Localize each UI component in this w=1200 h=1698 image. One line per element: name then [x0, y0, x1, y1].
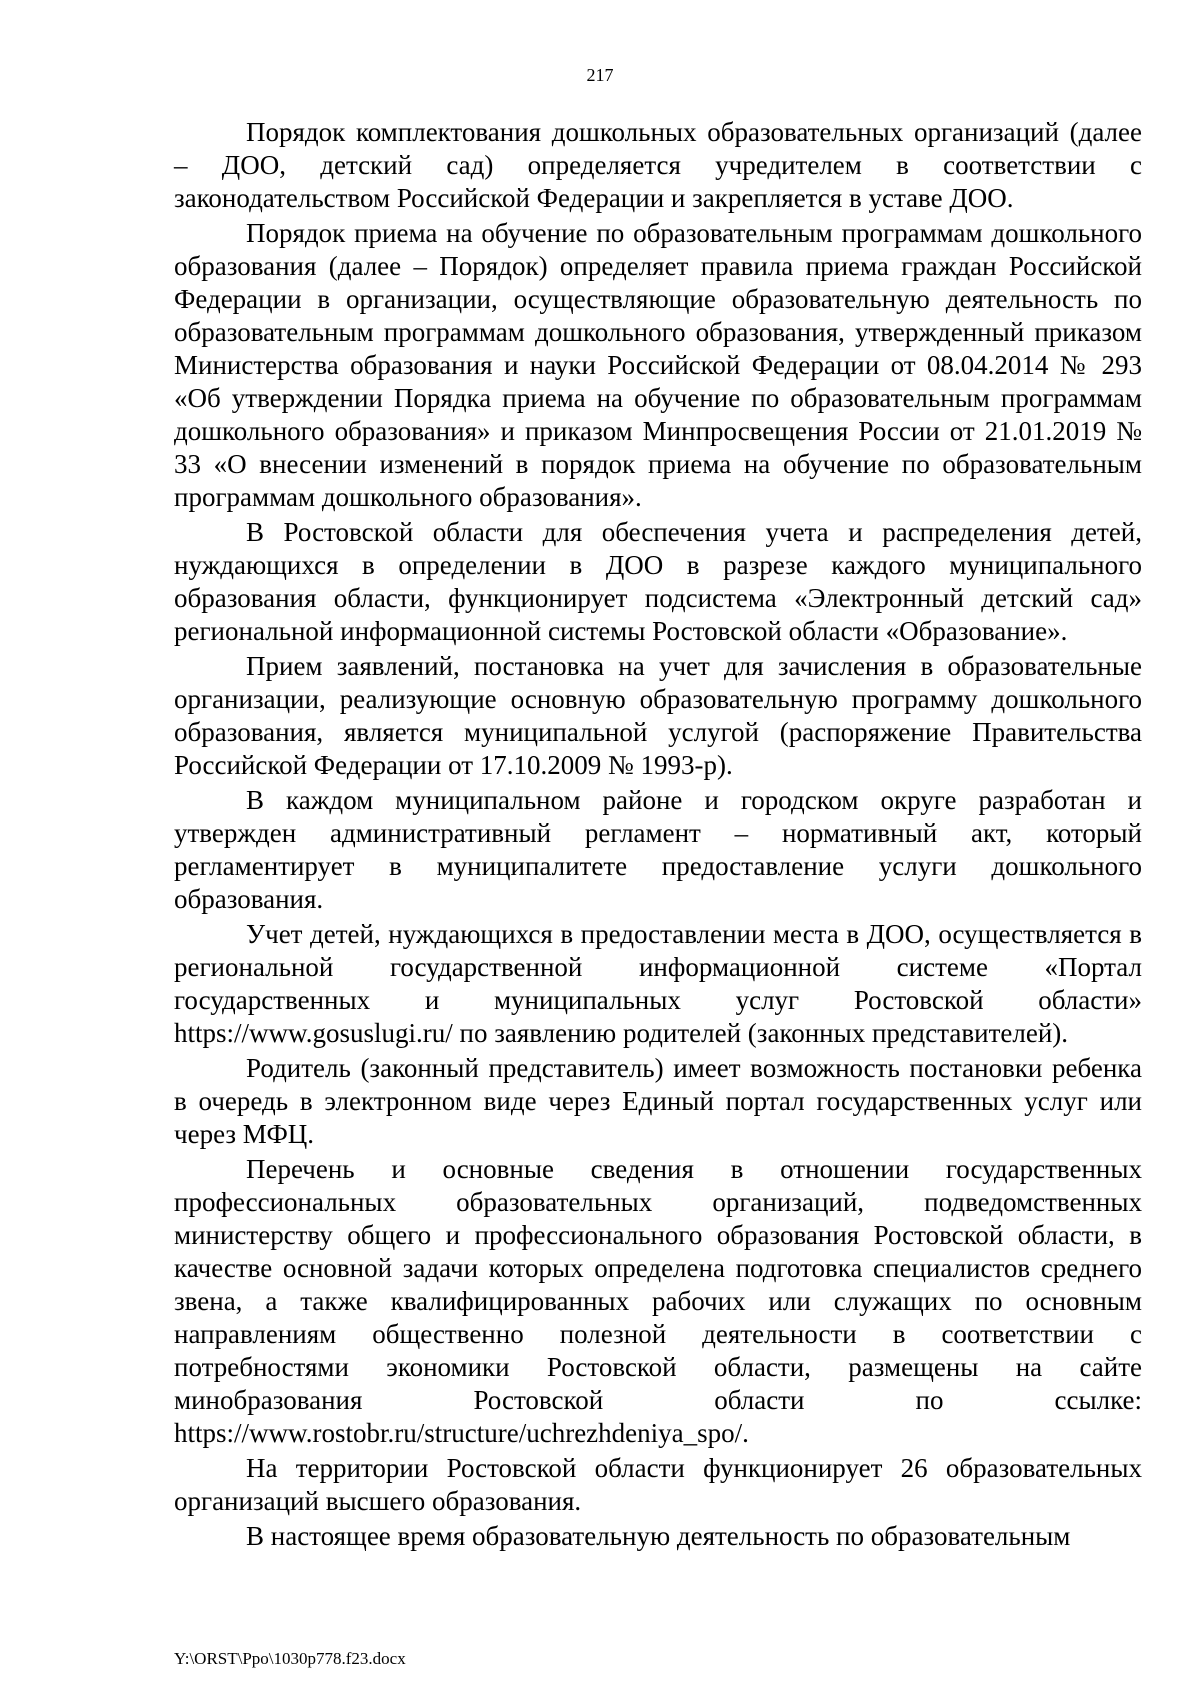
paragraph-7: Родитель (законный представитель) имеет возможность постановки ребенка в очередь в электронном виде через Единый портал государственных услуг или через МФЦ. — [174, 1053, 1142, 1149]
paragraph-5: В каждом муниципальном районе и городском округе разработан и утвержден административный регламент – нормативный акт, который регламентирует в муниципалитете предоставление услуги дошкольного образования. — [174, 785, 1142, 914]
paragraph-8: Перечень и основные сведения в отношении государственных профессиональных образовательных организаций, подведомственных министерству общего и профессионального образования Ростовской области, в качестве основной задачи которых определена подготовка специалистов среднего звена, а также квалифицированных рабочих или служащих по основным направлениям общественно полезной деятельности в соответствии с потребностями экономики Ростовской области, размещены на сайте минобразования Ростовской области по ссылке: https://www.rostobr.ru/structure/uchrezhdeniya_spo/. — [174, 1154, 1142, 1448]
paragraph-2: Порядок приема на обучение по образовательным программам дошкольного образования (далее – Порядок) определяет правила приема граждан Российской Федерации в организации, осуществляющие образовательную деятельность по образовательным программам дошкольного образования, утвержденный приказом Министерства образования и науки Российской Федерации от 08.04.2014 № 293 «Об утверждении Порядка приема на обучение по образовательным программам дошкольного образования» и приказом Минпросвещения России от 21.01.2019 № 33 «О внесении изменений в порядок приема на обучение по образовательным программам дошкольного образования». — [174, 218, 1142, 512]
paragraph-4: Прием заявлений, постановка на учет для зачисления в образовательные организации, реализующие основную образовательную программу дошкольного образования, является муниципальной услугой (распоряжение Правительства Российской Федерации от 17.10.2009 № 1993-р). — [174, 651, 1142, 780]
paragraph-10: В настоящее время образовательную деятельность по образовательным — [246, 1521, 1071, 1551]
paragraph-1: Порядок комплектования дошкольных образовательных организаций (далее – ДОО, детский сад) определяется учредителем в соответствии с законодательством Российской Федерации и закрепляется в уставе ДОО. — [174, 117, 1142, 213]
paragraph-6: Учет детей, нуждающихся в предоставлении места в ДОО, осуществляется в региональной государственной информационной системе «Портал государственных и муниципальных услуг Ростовской области» https://www.gosuslugi.ru/ по заявлению родителей (законных представителей). — [174, 919, 1142, 1048]
page-number: 217 — [586, 65, 614, 85]
paragraph-3: В Ростовской области для обеспечения учета и распределения детей, нуждающихся в определении в ДОО в разрезе каждого муниципального образования области, функционирует подсистема «Электронный детский сад» региональной информационной системы Ростовской области «Образование». — [174, 517, 1142, 646]
footer-file-path: Y:\ORST\Ppo\1030p778.f23.docx — [174, 1649, 406, 1668]
document-body — [174, 116, 1142, 1555]
paragraph-9: На территории Ростовской области функционирует 26 образовательных организаций высшего образования. — [174, 1453, 1142, 1516]
